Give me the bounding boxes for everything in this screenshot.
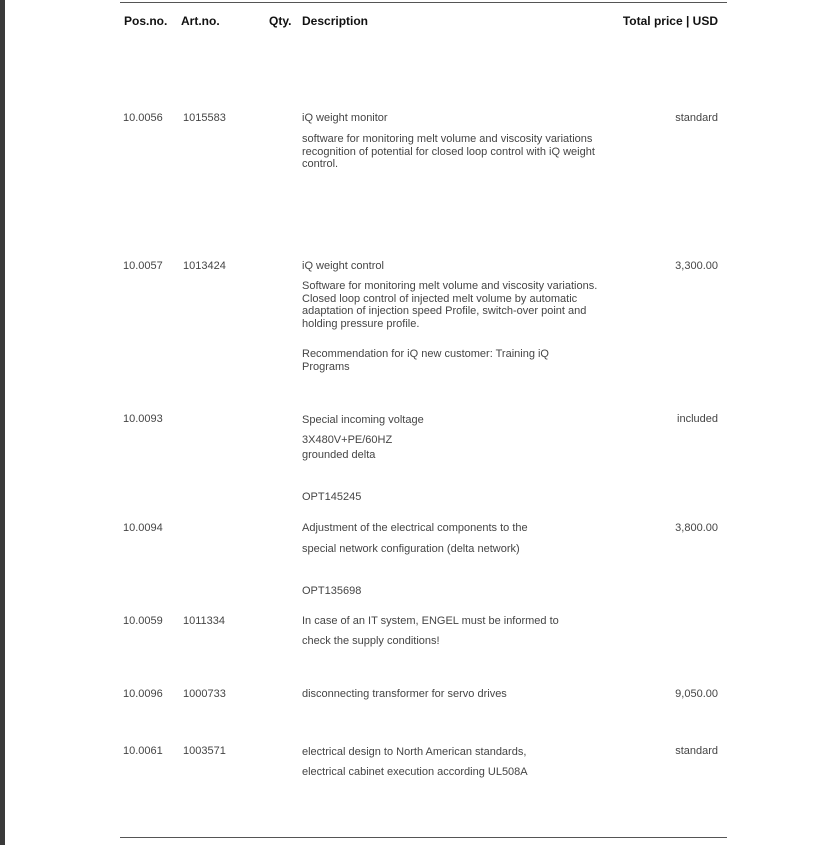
row-description-line-1: In case of an IT system, ENGEL must be informed to [302,615,559,627]
row-total-price: 3,800.00 [675,522,718,534]
row-description-title: iQ weight monitor [302,112,388,124]
row-description-text: Software for monitoring melt volume and viscosity variations. Closed loop control of injected melt volume by automatic adaptation of injection speed Profile, switch-over point and holding pressure profile. [302,280,598,330]
row-description-title: iQ weight control [302,260,384,272]
row-art-no: 1003571 [183,745,226,757]
header-description: Description [302,14,369,28]
row-pos-no: 10.0094 [123,522,163,534]
row-pos-no: 10.0059 [123,615,163,627]
header-qty: Qty. [269,14,292,28]
bottom-rule [120,837,727,838]
header-art-no: Art.no. [181,14,220,28]
row-description-title: Special incoming voltage [302,414,424,426]
header-total-price: Total price | USD [622,14,718,28]
row-art-no: 1011334 [183,615,226,627]
row-total-price: 3,300.00 [675,260,718,272]
row-description-text: software for monitoring melt volume and viscosity variations recognition of potential for closed loop control with iQ weight control. [302,133,595,170]
row-pos-no: 10.0061 [123,745,163,757]
row-description-title: disconnecting transformer for servo drives [302,688,507,700]
row-description-line-1: Adjustment of the electrical components to the [302,522,528,534]
row-option-ref: OPT135698 [302,585,362,597]
row-description-note: Recommendation for iQ new customer: Training iQ Programs [302,348,549,373]
row-description-grounding: grounded delta [302,449,376,461]
row-pos-no: 10.0096 [123,688,163,700]
row-pos-no: 10.0056 [123,112,163,124]
header-pos-no: Pos.no. [124,14,168,28]
row-pos-no: 10.0057 [123,260,163,272]
row-art-no: 1015583 [183,112,226,124]
row-description-line-2: special network configuration (delta network) [302,543,520,555]
row-total-price: included [677,413,718,425]
row-pos-no: 10.0093 [123,413,163,425]
page-edge-strip [0,0,5,845]
row-art-no: 1000733 [183,688,226,700]
row-description-voltage: 3X480V+PE/60HZ [302,434,393,446]
row-description-line-2: electrical cabinet execution according UL508A [302,766,528,778]
row-option-ref: OPT145245 [302,491,362,503]
top-rule [120,2,727,3]
row-total-price: 9,050.00 [675,688,718,700]
row-total-price: standard [675,745,718,757]
row-description-line-1: electrical design to North American standards, [302,746,527,758]
row-description-line-2: check the supply conditions! [302,635,440,647]
row-total-price: standard [675,112,718,124]
row-art-no: 1013424 [183,260,226,272]
